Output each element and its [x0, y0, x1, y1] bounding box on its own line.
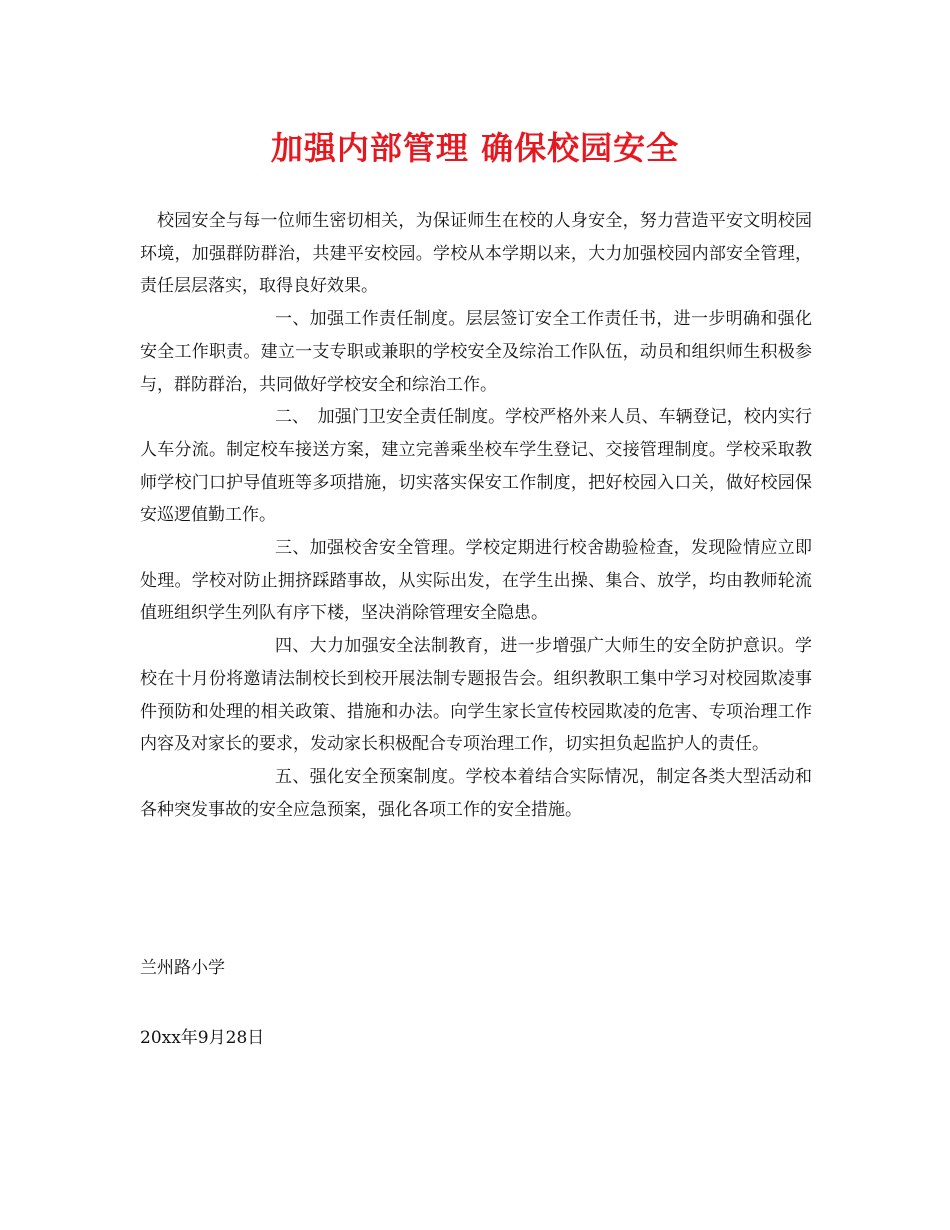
document-body — [140, 205, 812, 826]
section-paragraph-3: 三、加强校舍安全管理。学校定期进行校舍勘验检查，发现险情应立即处理。学校对防止拥挤踩踏事故，从实际出发，在学生出操、集合、放学，均由教师轮流值班组织学生列队有序下楼，坚决消除管理安全隐患。 — [140, 538, 812, 624]
section-paragraph-2: 二、 加强门卫安全责任制度。学校严格外来人员、车辆登记，校内实行人车分流。制定校车接送方案，建立完善乘坐校车学生登记、交接管理制度。学校采取教师学校门口护导值班等多项措施，切实落实保安工作制度，把好校园入口关，做好校园保安巡逻值勤工作。 — [140, 407, 812, 526]
section-paragraph-5: 五、强化安全预案制度。学校本着结合实际情况，制定各类大型活动和各种突发事故的安全应急预案，强化各项工作的安全措施。 — [140, 766, 812, 820]
school-signature: 兰州路小学 — [140, 958, 225, 978]
section-paragraph-4: 四、大力加强安全法制教育，进一步增强广大师生的安全防护意识。学校在十月份将邀请法制校长到校开展法制专题报告会。组织教职工集中学习对校园欺凌事件预防和处理的相关政策、措施和办法。向学生家长宣传校园欺凌的危害、专项治理工作内容及对家长的要求，发动家长积极配合专项治理工作，切实担负起监护人的责任。 — [140, 636, 812, 755]
section-paragraph-1: 一、加强工作责任制度。层层签订安全工作责任书，进一步明确和强化安全工作职责。建立一支专职或兼职的学校安全及综治工作队伍，动员和组织师生积极参与，群防群治，共同做好学校安全和综治工作。 — [140, 309, 812, 395]
intro-paragraph: 校园安全与每一位师生密切相关，为保证师生在校的人身安全，努力营造平安文明校园环境，加强群防群治，共建平安校园。学校从本学期以来，大力加强校园内部安全管理，责任层层落实，取得良好效果。 — [140, 211, 812, 297]
document-date: 20xx年9月28日 — [140, 1028, 265, 1048]
document-title: 加强内部管理 确保校园安全 — [270, 129, 680, 167]
